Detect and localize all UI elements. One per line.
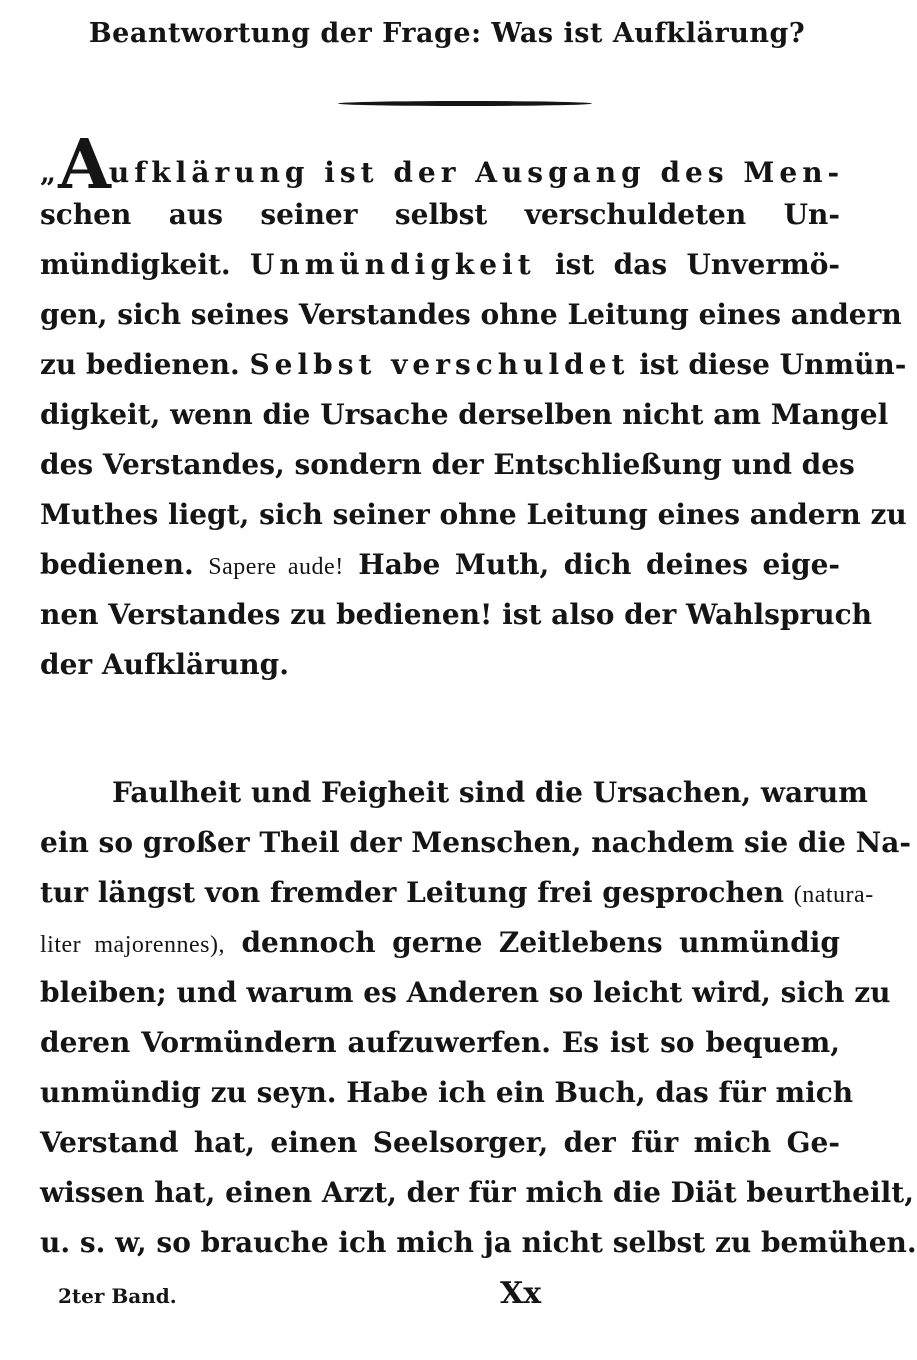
text-span: mündigkeit.: [40, 248, 250, 281]
text-span: dennoch gerne Zeitlebens unmündig: [241, 926, 840, 959]
paragraph-1: [40, 125, 907, 690]
text-line: der Aufklärung.: [40, 648, 289, 681]
paragraph-2: [40, 768, 917, 1268]
text-line: [40, 768, 868, 818]
text-line: nen Verstandes zu bedienen! ist also der Wahlspruch: [40, 598, 873, 631]
running-head: Beantwortung der Frage: Was ist Aufklärung?: [88, 18, 806, 49]
text-line: bleiben; und warum es Anderen so leicht wird, sich zu: [40, 976, 891, 1009]
text-span: Habe Muth, dich deines eige-: [358, 548, 840, 581]
text-line: u. s. w, so brauche ich mich ja nicht selbst zu bemühen.: [40, 1226, 917, 1259]
emphasis-text: Unmündigkeit: [249, 248, 536, 281]
latin-phrase: Sapere aude!: [208, 554, 344, 580]
text-span: zu bedienen.: [40, 348, 250, 381]
text-line: [40, 240, 840, 290]
opening-quote: „: [40, 156, 57, 189]
text-line: [40, 868, 874, 918]
text-line: [40, 340, 907, 390]
catchword: Xx: [500, 1276, 542, 1311]
header-rule: [338, 101, 592, 106]
text-line: Verstand hat, einen Seelsorger, der für mich Ge-: [40, 1126, 840, 1159]
emphasis-text: Selbst verschuldet: [249, 348, 630, 381]
text-line: digkeit, wenn die Ursache derselben nicht am Mangel: [40, 398, 889, 431]
text-span: ist das Unvermö-: [555, 248, 840, 281]
text-line: ein so großer Theil der Menschen, nachdem sie die Na-: [40, 826, 912, 859]
latin-phrase: (natura-: [793, 882, 874, 908]
text-line: schen aus seiner selbst verschuldeten Un-: [40, 198, 840, 231]
text-line: unmündig zu seyn. Habe ich ein Buch, das für mich: [40, 1076, 854, 1109]
text-line: des Verstandes, sondern der Entschließung und des: [40, 448, 855, 481]
text-span: bedienen.: [40, 548, 194, 581]
signature-mark: 2ter Band.: [58, 1284, 177, 1308]
text-line: wissen hat, einen Arzt, der für mich die Diät beurtheilt,: [40, 1176, 914, 1209]
text-line: gen, sich seines Verstandes ohne Leitung eines andern: [40, 298, 902, 331]
text-span: Faulheit und Feigheit sind die Ursachen, warum: [112, 776, 868, 809]
text-line: [40, 918, 840, 968]
drop-cap: A: [58, 125, 111, 205]
text-span: ufklärung ist der Ausgang des Men-: [108, 156, 845, 189]
text-span: tur längst von fremder Leitung frei gesprochen: [40, 876, 784, 909]
text-line: deren Vormündern aufzuwerfen. Es ist so bequem,: [40, 1026, 840, 1059]
text-span: ist diese Unmün-: [639, 348, 907, 381]
text-line: [40, 540, 840, 590]
text-line: Muthes liegt, sich seiner ohne Leitung eines andern zu: [40, 498, 907, 531]
text-line: [40, 125, 845, 205]
latin-phrase: liter majorennes),: [40, 932, 225, 958]
